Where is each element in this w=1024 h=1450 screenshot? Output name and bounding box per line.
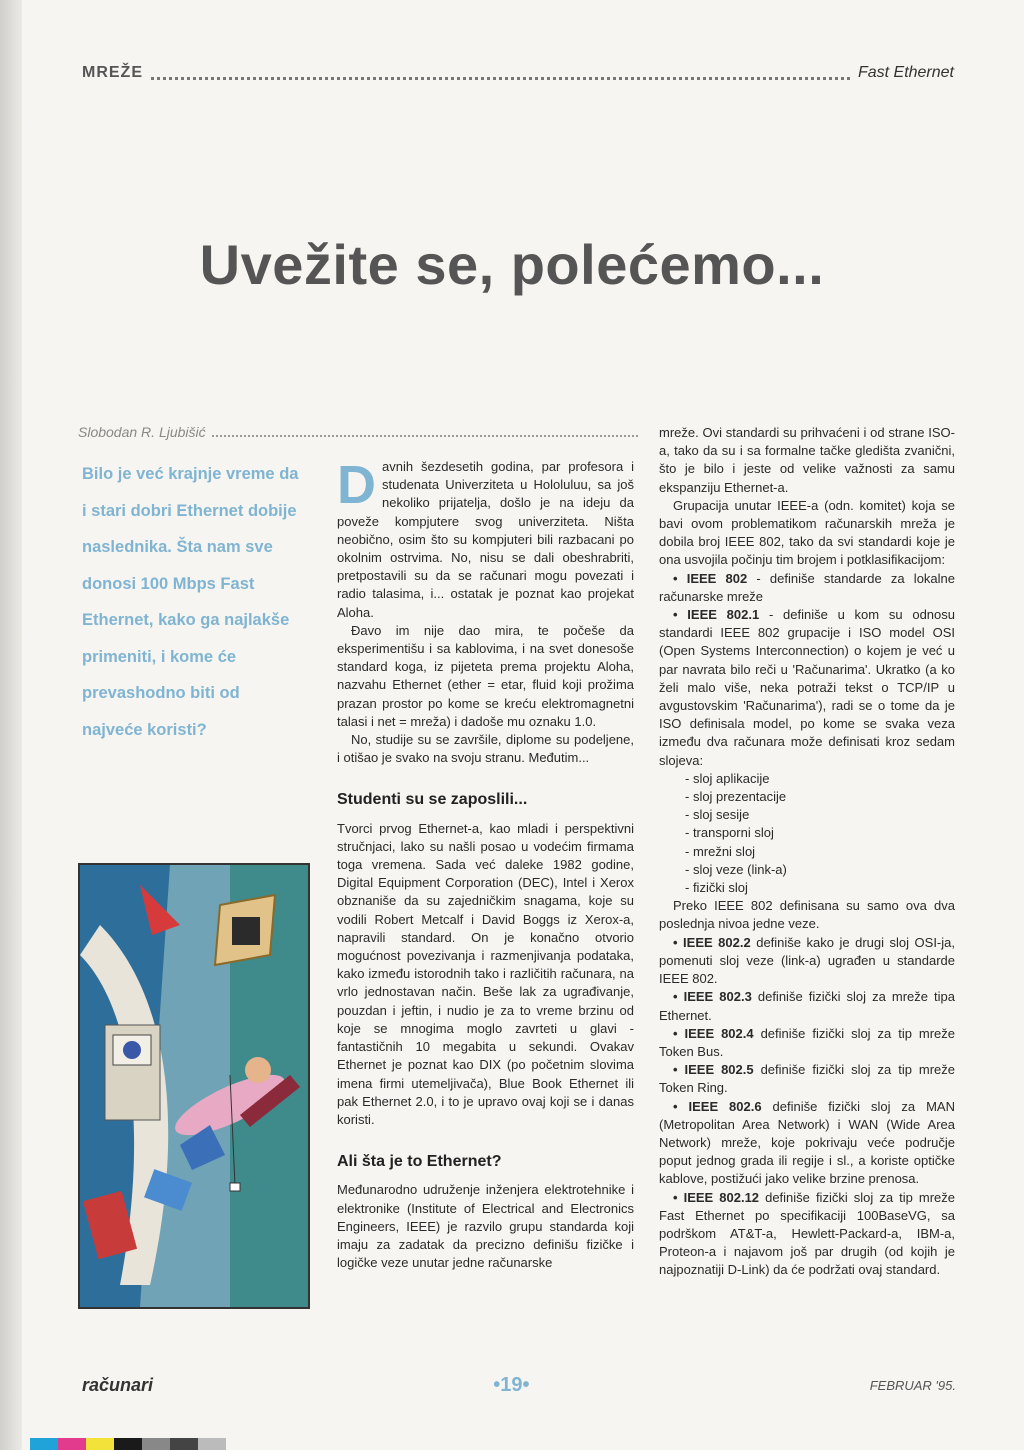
osi-layer: - sloj sesije (685, 807, 750, 823)
flying-man-illustration (80, 865, 308, 1307)
article-column-3 (659, 424, 955, 1280)
paragraph: mreže. Ovi standardi su prihvaćeni i od strane ISO-a, tako da su i sa formalne tačke gledišta zvanični, što je bilo i jeste od velike važnosti za samu ekspanziju Ethernet-a. (659, 425, 955, 495)
page-number: •19• (493, 1374, 530, 1396)
leader-dots (151, 67, 850, 80)
standard-desc: definiše fizički sloj za tip mreže Token Bus. (659, 1025, 956, 1059)
running-header (82, 60, 954, 86)
paragraph: Grupacija unutar IEEE-a (odn. komitet) koja se bavi ovom problematikom računarskih mreža je dobila broj IEEE 802, tako da svi standardi koje je ona usvojila počinju tim brojem i potklasifikacijom: (659, 497, 955, 568)
standard-id: • IEEE 802.5 (673, 1062, 754, 1078)
standard-id: • IEEE 802 (673, 570, 748, 586)
article-column-2 (337, 455, 634, 1272)
subheading: Ali šta je to Ethernet? (337, 1153, 502, 1171)
author-name: Slobodan R. Ljubišić (78, 424, 206, 440)
subheading: Studenti su se zaposlili... (337, 791, 528, 809)
paragraph: Đavo im nije dao mira, te počeše da eksperimentišu i sa kablovima, i na svet donesoše standard koga, iz pijeteta prema projektu Aloha, nazvahu Ethernet (ether = etar, fluid koji prožima prazan prostor po kome se kreću elektromagnetni talasi i net = mreža) i dadoše mu oznaku 1.0. (337, 622, 634, 729)
osi-layer: - fizički sloj (685, 880, 748, 896)
author-dots (212, 427, 638, 437)
article-illustration (78, 863, 310, 1309)
magazine-name: računari (82, 1375, 154, 1395)
standard-desc: definiše fizički sloj za tip mreže Fast Ethernet po specifikaciji 100BaseVG, sa podrškom AT&T-a, Hewlett-Packard-a, IBM-a, Proteon-a i najavom još par drugih (od kojih je najpoznatiji D-Link) da će podržati ovaj standard. (659, 1189, 955, 1278)
section-name: MREŽE (82, 64, 143, 81)
osi-layer-list (685, 770, 955, 897)
page-footer (82, 1374, 956, 1397)
standard-desc: definiše fizički sloj za MAN (Metropolitan Area Network) i WAN (Wide Area Network) mreže, koje pokrivaju veće područje poput jednog grada ili regije i sl., a koriste optičke kablove, postižući jako velike brzine prenosa. (659, 1098, 955, 1187)
standard-id: • IEEE 802.6 (673, 1098, 762, 1114)
standard-desc: - definiše u kom su odnosu standardi IEEE 802 grupacije i ISO model OSI (Open Systems Interconnection) o kojem je već u par navrata bilo reči u 'Računarima'. Ukratko (a ko želi malo više, neka potraži tekst o TCP/IP u avgustovskim 'Računarima'), radi se o tome da je ISO definisala model, po kome se svaka veza između dva računara može definisati kroz sedam slojeva: (659, 607, 955, 768)
paragraph: Međunarodno udruženje inženjera elektrotehnike i elektronike (Institute of Electrical and Electronics Engineers, IEEE) je razvilo grupu standarda koji imaju za zadatak da precizno definišu fizičke i logičke veze unutar jedne računarske (337, 1182, 634, 1271)
author-line (78, 424, 638, 440)
standard-id: • IEEE 802.3 (673, 989, 752, 1005)
standard-item (659, 1189, 955, 1280)
paragraph: Preko IEEE 802 definisana su samo ova dva poslednja nivoa jedne veze. (659, 898, 955, 932)
standard-id: • IEEE 802.4 (673, 1025, 754, 1041)
standard-id: • IEEE 802.2 (673, 934, 751, 950)
paragraph: Tvorci prvog Ethernet-a, kao mladi i perspektivni stručnjaci, lako su našli posao u vodećim firmama toga vremena. Sada već daleke 1982 godine, Digital Equipment Corporation (DEC), Intel i Xerox obznaniše da su zajedničkim snagama, koje su vodili Robert Metcalf i David Boggs iz Xerox-a, napravili standard. On je konačno otvorio mogućnost povezivanja i razmenjivanja podataka, kako između istorodnih tako i različitih računara, na vrlo jednostavan način. Beše lak za ugrađivanje, pouzdan i jeftin, i nudio je za to vreme brzinu od koje se mnogima moglo zavrteti u glavi - fantastičnih 10 megabita u sekundi. Ovakav Ethernet je poznat kao DIX (po početnim slovima imena firmi utemeljivača), Blue Book Ethernet ili pak Ethernet 2.0, i to je upravo ovaj koji se i danas koristi. (337, 820, 634, 1127)
standard-item (659, 934, 955, 989)
paragraph: No, studije su se završile, diplome su podeljene, i otišao je svako na svoju stranu. Međutim... (337, 732, 634, 766)
osi-layer: - sloj aplikacije (685, 770, 770, 786)
standard-desc: definiše fizički sloj za mreže tipa Ethernet. (659, 989, 955, 1023)
standard-item (659, 570, 955, 606)
lead-paragraph: Bilo je već krajnje vreme da i stari dobri Ethernet dobije naslednika. Šta nam sve donosi 100 Mbps Fast Ethernet, kako ga najlakše primeniti, i kome će prevashodno biti od najveće koristi? (82, 465, 299, 739)
standard-item (659, 606, 955, 770)
header-topic: Fast Ethernet (857, 64, 954, 81)
osi-layer: - mrežni sloj (685, 843, 756, 859)
standard-id: • IEEE 802.1 (673, 607, 760, 623)
print-color-bar (30, 1438, 226, 1450)
standard-item (659, 1098, 955, 1189)
standard-desc: definiše kako je drugi sloj OSI-ja, pomenuti sloj veze (link-a) ugrađen u standarde IEEE 802. (659, 934, 955, 987)
paragraph (337, 455, 634, 622)
standard-desc: definiše fizički sloj za tip mreže Token Ring. (659, 1062, 956, 1096)
standard-item (659, 1025, 955, 1061)
osi-layer: - transporni sloj (685, 825, 774, 841)
article-title: Uvežite se, polećemo... (199, 233, 825, 296)
page-binding-shadow (0, 0, 22, 1450)
issue-date: FEBRUAR '95. (869, 1378, 956, 1393)
standard-id: • IEEE 802.12 (673, 1189, 760, 1205)
paragraph-text: avnih šezdesetih godina, par profesora i studenata Univerziteta u Hololuluu, sa još nekoliko prijatelja, došlo je na ideju da poveže kompjutere svog univerziteta. Ništa neobično, osim što su kompjuteri bili razbacani po okolnim ostrvima. No, nisu se dali obeshrabriti, pretpostavili su da se računari mogu povezati i radio talasima, i... ostatak je poznat kao projekat Aloha. (337, 459, 634, 620)
drop-cap: D (337, 455, 376, 515)
osi-layer: - sloj prezentacije (685, 789, 787, 805)
standard-desc: - definiše standarde za lokalne računarske mreže (659, 570, 956, 604)
standard-item (659, 1061, 955, 1097)
standard-item (659, 988, 955, 1024)
osi-layer: - sloj veze (link-a) (685, 861, 787, 877)
